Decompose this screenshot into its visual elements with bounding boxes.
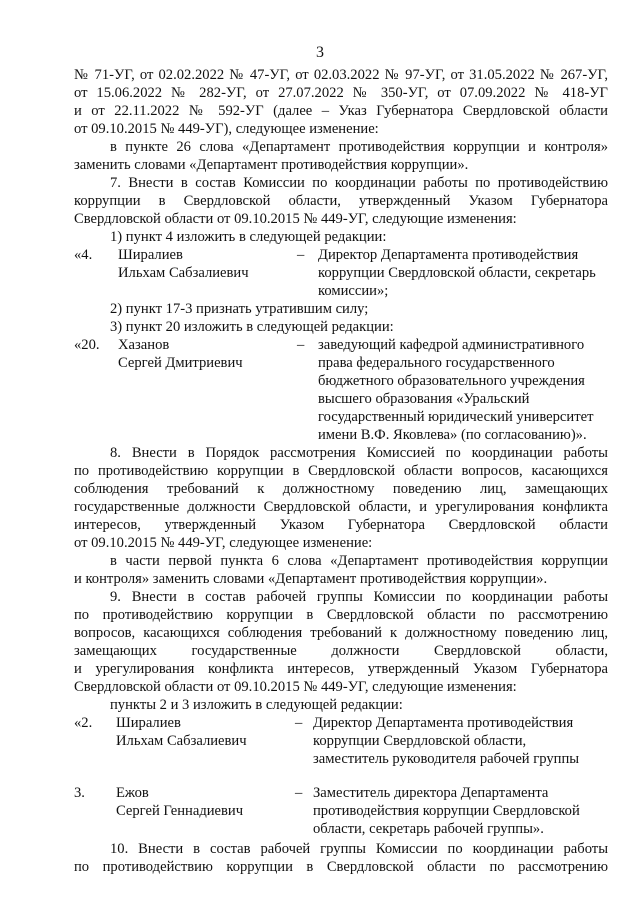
text-line: от 15.06.2022 № 282-УГ, от 27.07.2022 № 350-УГ, от 07.09.2022 № 418-УГ: [74, 85, 608, 101]
entry-surname: Ширалиев: [116, 715, 181, 731]
text-line: коррупции в Свердловской области, утвержденный Указом Губернатора: [74, 193, 608, 209]
text-line: пункты 2 и 3 изложить в следующей редакции:: [110, 697, 403, 713]
text-line: 1) пункт 4 изложить в следующей редакции:: [110, 229, 387, 245]
entry-description-line: Директор Департамента противодействия: [318, 247, 579, 263]
text-line: по противодействию коррупции в Свердловской области по рассмотрению: [74, 607, 608, 623]
text-line: и урегулирования конфликта интересов, утвержденный Указом Губернатора: [74, 661, 608, 677]
text-line: Свердловской области от 09.10.2015 № 449-УГ, следующие изменения:: [74, 679, 517, 695]
text-line: по противодействию коррупции в Свердловской области вопросов, касающихся: [74, 463, 608, 479]
entry-dash: –: [295, 785, 303, 801]
entry-number: «4.: [74, 247, 93, 263]
entry-description-line: Заместитель директора Департамента: [313, 785, 549, 801]
entry-description-line: высшего образования «Уральский: [318, 391, 530, 407]
text-line: Свердловской области от 09.10.2015 № 449-УГ, следующие изменения:: [74, 211, 517, 227]
entry-given-names: Сергей Дмитриевич: [118, 355, 243, 371]
entry-description-line: заведующий кафедрой административного: [318, 337, 585, 353]
entry-description-line: противодействия коррупции Свердловской: [313, 803, 580, 819]
text-line: 3) пункт 20 изложить в следующей редакции:: [110, 319, 394, 335]
text-line: и от 22.11.2022 № 592-УГ (далее – Указ Губернатора Свердловской области: [74, 103, 608, 119]
entry-description-line: имени В.Ф. Яковлева» (по согласованию)».: [318, 427, 587, 443]
text-line: замещающих государственные должности Свердловской области,: [74, 643, 608, 659]
entry-description-line: бюджетного образовательного учреждения: [318, 373, 585, 389]
entry-description-line: государственный юридический университет: [318, 409, 594, 425]
entry-description-line: области, секретарь рабочей группы».: [313, 821, 544, 837]
entry-description-line: права федерального государственного: [318, 355, 555, 371]
entry-description-line: заместитель руководителя рабочей группы: [313, 751, 580, 767]
entry-number: «20.: [74, 337, 100, 353]
entry-number: 3.: [74, 785, 85, 801]
text-line: и контроля» заменить словами «Департамент противодействия коррупции».: [74, 571, 548, 587]
text-line: 2) пункт 17-3 признать утратившим силу;: [110, 301, 369, 317]
entry-surname: Хазанов: [118, 337, 170, 353]
text-line: от 09.10.2015 № 449-УГ, следующее изменение:: [74, 535, 373, 551]
text-line: интересов, утвержденный Указом Губернатора Свердловской области: [74, 517, 608, 533]
entry-given-names: Ильхам Сабзалиевич: [118, 265, 249, 281]
paragraph-item-10-start: 10. Внести в состав рабочей группы Комиссии по координации работы: [110, 841, 608, 857]
entry-description-line: коррупции Свердловской области,: [313, 733, 527, 749]
entry-surname: Ширалиев: [118, 247, 183, 263]
entry-dash: –: [295, 715, 303, 731]
entry-description-line: коррупции Свердловской области, секретарь: [318, 265, 596, 281]
text-line: соблюдения требований к должностному поведению лиц, замещающих: [74, 481, 608, 497]
entry-number: «2.: [74, 715, 93, 731]
entry-given-names: Сергей Геннадиевич: [116, 803, 244, 819]
entry-surname: Ежов: [116, 785, 149, 801]
text-line: заменить словами «Департамент противодействия коррупции».: [74, 157, 469, 173]
paragraph-item-8-start: 8. Внести в Порядок рассмотрения Комиссией по координации работы: [110, 445, 608, 461]
page-number: 3: [316, 44, 324, 61]
text-line: в пункте 26 слова «Департамент противодействия коррупции и контроля»: [110, 139, 608, 155]
entry-description-line: Директор Департамента противодействия: [313, 715, 574, 731]
text-line: по противодействию коррупции в Свердловской области по рассмотрению: [74, 859, 608, 875]
text-line: вопросов, касающихся соблюдения требований к должностному поведению лиц,: [74, 625, 608, 641]
text-line: государственные должности Свердловской области, и урегулирования конфликта: [74, 499, 608, 515]
text-line: № 71-УГ, от 02.02.2022 № 47-УГ, от 02.03.2022 № 97-УГ, от 31.05.2022 № 267-УГ,: [74, 67, 608, 83]
paragraph-item-9-start: 9. Внести в состав рабочей группы Комиссии по координации работы: [110, 589, 608, 605]
entry-dash: –: [297, 337, 305, 353]
paragraph-item-7-start: 7. Внести в состав Комиссии по координации работы по противодействию: [110, 175, 608, 191]
text-line: в части первой пункта 6 слова «Департамент противодействия коррупции: [110, 553, 608, 569]
entry-dash: –: [297, 247, 305, 263]
entry-given-names: Ильхам Сабзалиевич: [116, 733, 247, 749]
entry-description-line: комиссии»;: [318, 283, 389, 299]
text-line: от 09.10.2015 № 449-УГ), следующее изменение:: [74, 121, 379, 137]
